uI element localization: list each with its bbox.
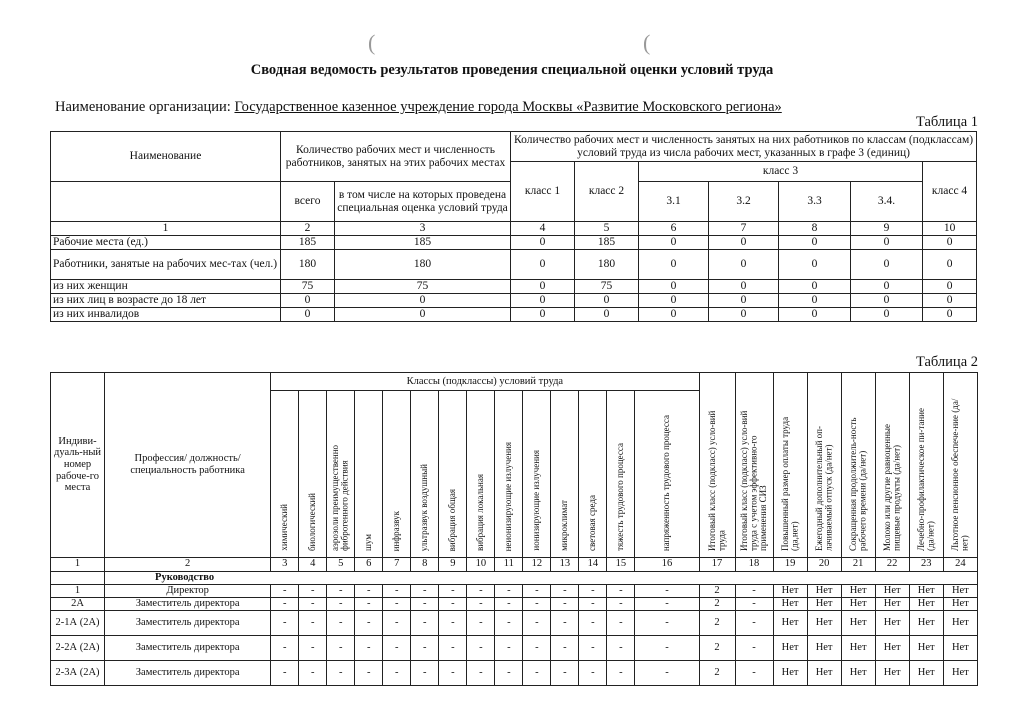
t1-row [51, 280, 977, 294]
t2-header-factor [383, 391, 411, 558]
t2-cell: - [411, 660, 439, 685]
t2-header-factor [271, 391, 299, 558]
t1-cell: 0 [639, 250, 709, 280]
t2-cell: - [271, 584, 299, 597]
t1-cell: 0 [779, 250, 851, 280]
t2-cell: - [607, 660, 635, 685]
t1-cell: 0 [281, 308, 335, 322]
t2-header-extra [875, 373, 909, 558]
t2-cell: - [299, 610, 327, 635]
t1-col-number: 3 [335, 222, 511, 236]
t2-cell: - [551, 584, 579, 597]
t2-header-factor-label: биологический [307, 492, 318, 551]
t2-cell: Нет [875, 610, 909, 635]
t2-cell: Нет [773, 660, 807, 685]
t2-cell: Нет [773, 610, 807, 635]
t2-cell: Нет [807, 660, 841, 685]
t1-cell: 0 [281, 294, 335, 308]
t1-cell: 0 [709, 308, 779, 322]
t2-col-number: 5 [327, 557, 355, 571]
t1-cell: 0 [779, 308, 851, 322]
t2-cell: - [467, 584, 495, 597]
t1-cell: 0 [511, 294, 575, 308]
workplace-table [50, 372, 978, 686]
t2-cell: - [271, 597, 299, 610]
table1-caption: Таблица 1 [915, 114, 978, 130]
t1-cell: 0 [639, 294, 709, 308]
t2-col-number: 6 [355, 557, 383, 571]
t2-cell: Нет [807, 584, 841, 597]
t2-cell: Нет [909, 597, 943, 610]
t2-col-number: 13 [551, 557, 579, 571]
t2-header-factor-label: ионизирующие излучения [531, 450, 542, 551]
t2-col-number: 20 [807, 557, 841, 571]
t1-header-c31: 3.1 [639, 182, 709, 222]
t1-header-total: всего [281, 182, 335, 222]
organization-name: Государственное казенное учреждение города Москвы «Развитие Московского региона» [234, 99, 782, 115]
t2-row-profession: Заместитель директора [105, 610, 271, 635]
t2-header-extra-label: Сокращенная продолжитель-ность рабочего времени (да/нет) [847, 417, 868, 551]
t2-cell: Нет [875, 584, 909, 597]
t2-cell: - [467, 635, 495, 660]
t1-cell: 75 [281, 280, 335, 294]
t1-cell: 0 [575, 308, 639, 322]
t1-col-number: 4 [511, 222, 575, 236]
scan-mark-left: ( [368, 30, 376, 55]
t1-cell: 0 [923, 308, 977, 322]
t1-row-name: из них женщин [51, 280, 281, 294]
t2-cell: - [635, 584, 699, 597]
t2-cell: - [523, 660, 551, 685]
t1-header-class-group: Количество рабочих мест и численность занятых на них работников по классам (подклассам) условий труда из числа рабочих мест, указанных в графе 3 (единиц) [511, 132, 977, 162]
t2-header-extra-label: Молоко или другие равноценные пищевые продукты (да/нет) [881, 424, 902, 551]
t2-col-number: 10 [467, 557, 495, 571]
t1-cell: 180 [335, 250, 511, 280]
t1-header-class4: класс 4 [923, 162, 977, 222]
t1-cell: 185 [335, 236, 511, 250]
t2-header-extra [909, 373, 943, 558]
t2-header-factor [439, 391, 467, 558]
t2-cell: - [355, 660, 383, 685]
t2-header-extra [735, 373, 773, 558]
t1-cell: 0 [335, 294, 511, 308]
t2-cell: - [579, 660, 607, 685]
t2-header-factor [495, 391, 523, 558]
organization-line [55, 99, 782, 116]
t1-cell: 0 [923, 250, 977, 280]
t2-col-number: 14 [579, 557, 607, 571]
t2-row-profession: Директор [105, 584, 271, 597]
t2-header-factor [327, 391, 355, 558]
t2-header-profession: Профессия/ должность/ специальность работника [105, 373, 271, 558]
t2-cell: - [467, 610, 495, 635]
t2-cell: Нет [943, 610, 977, 635]
t1-cell: 180 [575, 250, 639, 280]
t2-header-factor-label: вибрация локальная [475, 473, 486, 551]
t2-header-factor-label: инфразвук [391, 510, 402, 551]
t2-cell: - [299, 597, 327, 610]
t1-cell: 0 [851, 280, 923, 294]
scan-mark-right: ( [643, 30, 651, 55]
t2-header-extra-label: Итоговый класс (подкласс) усло-вий труда с учетом эффективно-го применения СИЗ [738, 410, 768, 551]
t1-cell: 0 [923, 294, 977, 308]
t2-cell: - [355, 635, 383, 660]
t2-cell: - [523, 610, 551, 635]
t2-header-extra [773, 373, 807, 558]
t2-row [51, 635, 978, 660]
t2-row-id: 2-1А (2А) [51, 610, 105, 635]
t2-header-factor-label: аэрозоли преимущественно фиброгенного действия [330, 444, 350, 551]
t2-cell: - [327, 610, 355, 635]
t2-cell: - [735, 597, 773, 610]
t2-cell: - [383, 584, 411, 597]
t1-cell: 0 [923, 280, 977, 294]
t1-cell: 0 [575, 294, 639, 308]
t1-cell: 0 [709, 250, 779, 280]
t2-cell: - [551, 610, 579, 635]
t2-cell: - [551, 597, 579, 610]
t2-cell: - [735, 660, 773, 685]
t2-header-factor-label: световая среда [587, 495, 598, 551]
t2-header-factor [355, 391, 383, 558]
t2-cell: - [383, 610, 411, 635]
t2-header-factor-label: шум [363, 533, 374, 551]
t2-cell: Нет [943, 660, 977, 685]
t2-cell: Нет [841, 660, 875, 685]
t1-cell: 0 [511, 280, 575, 294]
t2-cell: - [467, 597, 495, 610]
t2-cell: - [439, 584, 467, 597]
t2-row-profession: Заместитель директора [105, 597, 271, 610]
t1-header-class1: класс 1 [511, 162, 575, 222]
t2-cell: - [635, 635, 699, 660]
t2-col-number: 21 [841, 557, 875, 571]
t2-col-number: 8 [411, 557, 439, 571]
t2-cell: - [439, 610, 467, 635]
t2-cell: - [271, 635, 299, 660]
t2-row [51, 610, 978, 635]
t2-header-factor-label: химический [279, 504, 289, 551]
t2-cell: - [439, 660, 467, 685]
t2-header-factor-label: неионизирующие излучения [503, 441, 514, 551]
t1-header-c33: 3.3 [779, 182, 851, 222]
t1-cell: 0 [851, 308, 923, 322]
t2-cell: 2 [699, 660, 735, 685]
t2-cell: Нет [773, 584, 807, 597]
t2-header-classes-group: Классы (подклассы) условий труда [271, 373, 699, 391]
t2-cell: - [635, 597, 699, 610]
t2-cell: - [495, 597, 523, 610]
t2-cell: - [495, 610, 523, 635]
t1-cell: 185 [281, 236, 335, 250]
t2-col-number: 24 [943, 557, 977, 571]
t2-section-id [51, 571, 105, 584]
t2-cell: - [607, 597, 635, 610]
t2-col-number: 7 [383, 557, 411, 571]
t2-cell: Нет [807, 597, 841, 610]
t2-header-factor-label: тяжесть трудового процесса [615, 443, 626, 551]
t2-cell: - [439, 597, 467, 610]
t1-cell: 0 [709, 236, 779, 250]
t2-cell: Нет [841, 610, 875, 635]
t2-col-number: 17 [699, 557, 735, 571]
t2-cell: - [411, 610, 439, 635]
t2-cell: - [383, 635, 411, 660]
t1-cell: 75 [575, 280, 639, 294]
t2-cell: - [607, 584, 635, 597]
t2-cell: Нет [943, 584, 977, 597]
t1-header-count-group: Количество рабочих мест и численность работников, занятых на этих рабочих местах [281, 132, 511, 182]
t2-col-number: 9 [439, 557, 467, 571]
summary-table [50, 131, 977, 322]
t1-cell: 0 [779, 280, 851, 294]
t2-cell: Нет [807, 610, 841, 635]
t1-cell: 0 [851, 250, 923, 280]
t1-col-number: 8 [779, 222, 851, 236]
t1-col-number: 2 [281, 222, 335, 236]
t1-cell: 0 [709, 280, 779, 294]
t2-cell: - [495, 660, 523, 685]
t1-col-number: 1 [51, 222, 281, 236]
t2-cell: - [523, 584, 551, 597]
t2-cell: - [327, 660, 355, 685]
t2-header-id: Индиви-дуаль-ный номер рабоче-го места [51, 373, 105, 558]
t2-row-id: 2-2А (2А) [51, 635, 105, 660]
t2-cell: Нет [773, 635, 807, 660]
t2-cell: - [383, 597, 411, 610]
t1-col-number: 7 [709, 222, 779, 236]
t1-row [51, 250, 977, 280]
t2-cell: Нет [943, 635, 977, 660]
t2-cell: Нет [773, 597, 807, 610]
t2-header-factor [299, 391, 327, 558]
t2-header-extra [943, 373, 977, 558]
t2-header-extra-label: Повышенный размер оплаты труда (да,нет) [779, 416, 800, 551]
t1-cell: 185 [575, 236, 639, 250]
t2-cell: - [735, 584, 773, 597]
document-title: Сводная ведомость результатов проведения специальной оценки условий труда [250, 62, 774, 78]
t2-cell: Нет [841, 597, 875, 610]
t1-cell: 0 [511, 236, 575, 250]
t1-cell: 0 [639, 280, 709, 294]
t2-cell: - [735, 635, 773, 660]
t2-header-factor-label: ультразвук воздушный [419, 463, 430, 551]
t2-cell: - [579, 610, 607, 635]
t2-cell: - [495, 584, 523, 597]
t1-cell: 0 [511, 250, 575, 280]
t2-cell: Нет [875, 660, 909, 685]
t2-cell: - [523, 597, 551, 610]
t2-cell: - [607, 610, 635, 635]
t2-cell: Нет [909, 610, 943, 635]
t2-header-factor-label: напряженность трудового процесса [661, 414, 672, 551]
t2-cell: - [327, 584, 355, 597]
t2-cell: Нет [909, 660, 943, 685]
t1-row-name: из них инвалидов [51, 308, 281, 322]
t2-cell: - [551, 660, 579, 685]
t2-cell: - [579, 597, 607, 610]
t1-row [51, 294, 977, 308]
t2-row-id: 2-3А (2А) [51, 660, 105, 685]
t2-cell: - [299, 635, 327, 660]
t2-column-numbers [51, 557, 978, 571]
t2-row-profession: Заместитель директора [105, 635, 271, 660]
t2-header-factor [551, 391, 579, 558]
t1-header-c34: 3.4. [851, 182, 923, 222]
t2-cell: - [735, 610, 773, 635]
t2-cell: - [635, 610, 699, 635]
t2-cell: Нет [807, 635, 841, 660]
t2-cell: - [355, 584, 383, 597]
t1-col-number: 10 [923, 222, 977, 236]
t2-row [51, 584, 978, 597]
t2-cell: - [271, 660, 299, 685]
t1-cell: 75 [335, 280, 511, 294]
t2-col-number: 11 [495, 557, 523, 571]
t1-col-number: 5 [575, 222, 639, 236]
t2-row-id: 2А [51, 597, 105, 610]
t2-header-factor [635, 391, 699, 558]
t2-col-number: 18 [735, 557, 773, 571]
t1-cell: 0 [335, 308, 511, 322]
t2-col-number: 2 [105, 557, 271, 571]
organization-label: Наименование организации: [55, 99, 231, 115]
table2-caption: Таблица 2 [915, 354, 978, 370]
t2-col-number: 23 [909, 557, 943, 571]
t2-cell: - [495, 635, 523, 660]
t1-row-name: Рабочие места (ед.) [51, 236, 281, 250]
t2-cell: - [299, 660, 327, 685]
t1-col-number: 6 [639, 222, 709, 236]
t1-header-class2: класс 2 [575, 162, 639, 222]
t2-col-number: 15 [607, 557, 635, 571]
t2-cell: - [299, 584, 327, 597]
t1-cell: 0 [639, 308, 709, 322]
t1-header-assessed: в том числе на которых проведена специальная оценка условий труда [335, 182, 511, 222]
t2-col-number: 19 [773, 557, 807, 571]
t2-cell: - [411, 597, 439, 610]
t2-cell: - [467, 660, 495, 685]
t2-cell: - [271, 610, 299, 635]
t2-cell: - [635, 660, 699, 685]
t2-header-factor [523, 391, 551, 558]
t1-col-number: 9 [851, 222, 923, 236]
t2-header-extra [807, 373, 841, 558]
t2-cell: - [327, 635, 355, 660]
t2-header-extra-label: Итоговый класс (подкласс) усло-вий труда [706, 410, 727, 551]
t2-cell: Нет [841, 635, 875, 660]
t2-header-factor [579, 391, 607, 558]
t1-cell: 0 [851, 294, 923, 308]
t1-column-numbers [51, 222, 977, 236]
t1-cell: 0 [851, 236, 923, 250]
t2-cell: Нет [875, 597, 909, 610]
t1-cell: 0 [923, 236, 977, 250]
t2-col-number: 3 [271, 557, 299, 571]
t1-row [51, 308, 977, 322]
t2-cell: 2 [699, 635, 735, 660]
t1-header-name: Наименование [51, 132, 281, 182]
t2-row-id: 1 [51, 584, 105, 597]
t2-col-number: 22 [875, 557, 909, 571]
t1-row-name: из них лиц в возрасте до 18 лет [51, 294, 281, 308]
t1-header-c32: 3.2 [709, 182, 779, 222]
t2-cell: - [355, 597, 383, 610]
t2-header-factor [411, 391, 439, 558]
t2-col-number: 4 [299, 557, 327, 571]
t1-cell: 180 [281, 250, 335, 280]
t2-cell: Нет [909, 635, 943, 660]
t2-header-extra [841, 373, 875, 558]
t2-cell: Нет [943, 597, 977, 610]
t2-header-factor-label: вибрация общая [447, 488, 458, 551]
t2-col-number: 12 [523, 557, 551, 571]
t1-header-class3: класс 3 [639, 162, 923, 182]
t2-row [51, 597, 978, 610]
t2-cell: Нет [841, 584, 875, 597]
t2-cell: - [355, 610, 383, 635]
t2-cell: - [523, 635, 551, 660]
t2-header-factor [607, 391, 635, 558]
t2-header-extra-label: Ежегодный дополнительный оп-лачиваемый отпуск (да/нет) [813, 426, 834, 551]
t2-header-factor-label: микроклимат [559, 500, 570, 551]
t2-row [51, 660, 978, 685]
t2-cell: - [579, 584, 607, 597]
t2-col-number: 16 [635, 557, 699, 571]
t1-row [51, 236, 977, 250]
t2-cell: 2 [699, 597, 735, 610]
t2-row-profession: Заместитель директора [105, 660, 271, 685]
t2-header-extra [699, 373, 735, 558]
t1-cell: 0 [511, 308, 575, 322]
t2-cell: - [411, 584, 439, 597]
t2-cell: - [551, 635, 579, 660]
t1-cell: 0 [779, 294, 851, 308]
t2-header-extra-label: Льготное пенсионное обеспече-ние (да/нет) [949, 398, 970, 551]
t2-cell: - [607, 635, 635, 660]
t2-section-title: Руководство [105, 571, 978, 584]
t2-cell: - [411, 635, 439, 660]
t2-cell: Нет [875, 635, 909, 660]
t1-cell: 0 [709, 294, 779, 308]
t2-cell: - [383, 660, 411, 685]
t2-cell: - [327, 597, 355, 610]
t2-cell: Нет [909, 584, 943, 597]
t2-header-factor [467, 391, 495, 558]
t2-cell: - [579, 635, 607, 660]
t2-cell: - [439, 635, 467, 660]
t2-cell: 2 [699, 610, 735, 635]
t1-cell: 0 [779, 236, 851, 250]
t2-col-number: 1 [51, 557, 105, 571]
t1-cell: 0 [639, 236, 709, 250]
t1-header-name-cont [51, 182, 281, 222]
t2-header-extra-label: Лечебно-профилактическое пи-тание (да/нет) [915, 408, 936, 551]
t2-cell: 2 [699, 584, 735, 597]
t1-row-name: Работники, занятые на рабочих мес-тах (чел.) [51, 250, 281, 280]
